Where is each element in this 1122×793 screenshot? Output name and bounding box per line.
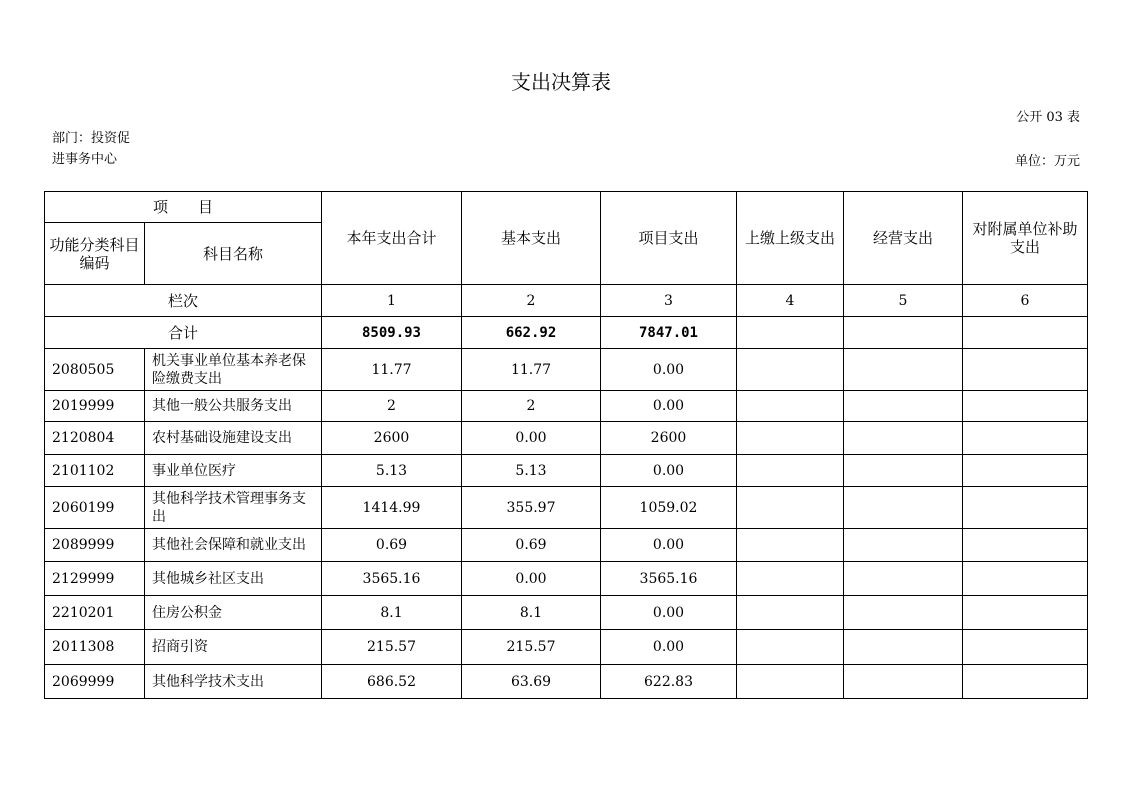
project-expense-value: 1059.02	[601, 487, 737, 529]
empty-cell	[844, 529, 963, 562]
total-expense-value: 0.69	[322, 529, 462, 562]
empty-cell	[963, 630, 1088, 665]
empty-cell	[737, 455, 844, 487]
empty-cell	[737, 422, 844, 455]
total-expense-value: 5.13	[322, 455, 462, 487]
empty-cell	[963, 422, 1088, 455]
basic-expense-value: 2	[462, 391, 601, 422]
subject-name: 机关事业单位基本养老保险缴费支出	[145, 349, 322, 391]
empty-cell	[844, 422, 963, 455]
subject-code: 2101102	[45, 455, 145, 487]
empty-cell	[963, 349, 1088, 391]
total-value-1: 8509.93	[322, 317, 462, 349]
total-expense-value: 3565.16	[322, 562, 462, 596]
total-empty-cell	[844, 317, 963, 349]
basic-expense-value: 5.13	[462, 455, 601, 487]
subject-name: 其他科学技术管理事务支出	[145, 487, 322, 529]
header-total-expense: 本年支出合计	[322, 192, 462, 285]
form-number: 公开 03 表	[1016, 110, 1080, 125]
basic-expense-value: 0.69	[462, 529, 601, 562]
subject-code: 2069999	[45, 665, 145, 699]
project-expense-value: 0.00	[601, 391, 737, 422]
header-project-expense: 项目支出	[601, 192, 737, 285]
total-label: 合计	[45, 317, 322, 349]
empty-cell	[737, 349, 844, 391]
basic-expense-value: 11.77	[462, 349, 601, 391]
project-expense-value: 0.00	[601, 349, 737, 391]
empty-cell	[844, 665, 963, 699]
empty-cell	[844, 596, 963, 630]
project-expense-value: 622.83	[601, 665, 737, 699]
empty-cell	[737, 529, 844, 562]
empty-cell	[963, 455, 1088, 487]
table-row	[45, 487, 1088, 529]
subject-code: 2089999	[45, 529, 145, 562]
empty-cell	[844, 630, 963, 665]
subject-name: 其他城乡社区支出	[145, 562, 322, 596]
empty-cell	[737, 487, 844, 529]
header-upper-remit: 上缴上级支出	[737, 192, 844, 285]
empty-cell	[737, 665, 844, 699]
subject-code: 2019999	[45, 391, 145, 422]
empty-cell	[963, 596, 1088, 630]
empty-cell	[844, 391, 963, 422]
total-value-3: 7847.01	[601, 317, 737, 349]
subject-name: 其他科学技术支出	[145, 665, 322, 699]
project-expense-value: 0.00	[601, 596, 737, 630]
subject-name: 招商引资	[145, 630, 322, 665]
total-expense-value: 1414.99	[322, 487, 462, 529]
project-expense-value: 2600	[601, 422, 737, 455]
basic-expense-value: 0.00	[462, 562, 601, 596]
basic-expense-value: 215.57	[462, 630, 601, 665]
empty-cell	[844, 562, 963, 596]
total-expense-value: 2600	[322, 422, 462, 455]
subject-code: 2060199	[45, 487, 145, 529]
subject-name: 其他社会保障和就业支出	[145, 529, 322, 562]
column-index-2: 2	[462, 285, 601, 317]
table-row	[45, 349, 1088, 391]
table-row	[45, 596, 1088, 630]
subject-code: 2080505	[45, 349, 145, 391]
total-expense-value: 215.57	[322, 630, 462, 665]
table-row	[45, 665, 1088, 699]
empty-cell	[844, 349, 963, 391]
project-expense-value: 0.00	[601, 455, 737, 487]
total-value-2: 662.92	[462, 317, 601, 349]
empty-cell	[737, 391, 844, 422]
column-index-5: 5	[844, 285, 963, 317]
empty-cell	[844, 487, 963, 529]
basic-expense-value: 8.1	[462, 596, 601, 630]
subject-code: 2120804	[45, 422, 145, 455]
subject-name: 其他一般公共服务支出	[145, 391, 322, 422]
empty-cell	[737, 562, 844, 596]
empty-cell	[737, 596, 844, 630]
table-row	[45, 529, 1088, 562]
column-index-label: 栏次	[45, 285, 322, 317]
header-subsidiary-subsidy: 对附属单位补助支出	[963, 192, 1088, 285]
subject-name: 事业单位医疗	[145, 455, 322, 487]
empty-cell	[963, 665, 1088, 699]
total-expense-value: 8.1	[322, 596, 462, 630]
unit-label: 单位：万元	[1014, 154, 1080, 169]
basic-expense-value: 355.97	[462, 487, 601, 529]
subject-name: 住房公积金	[145, 596, 322, 630]
table-row	[45, 455, 1088, 487]
column-index-3: 3	[601, 285, 737, 317]
column-index-6: 6	[963, 285, 1088, 317]
empty-cell	[963, 391, 1088, 422]
table-row	[45, 630, 1088, 665]
total-empty-cell	[737, 317, 844, 349]
header-function-code: 功能分类科目编码	[45, 223, 145, 285]
header-basic-expense: 基本支出	[462, 192, 601, 285]
empty-cell	[737, 630, 844, 665]
expenditure-table	[44, 191, 1088, 699]
page-title: 支出决算表	[511, 70, 611, 94]
header-project: 项 目	[45, 192, 322, 223]
column-index-4: 4	[737, 285, 844, 317]
project-expense-value: 0.00	[601, 529, 737, 562]
empty-cell	[844, 455, 963, 487]
empty-cell	[963, 562, 1088, 596]
header-operating-expense: 经营支出	[844, 192, 963, 285]
total-expense-value: 686.52	[322, 665, 462, 699]
empty-cell	[963, 487, 1088, 529]
total-empty-cell	[963, 317, 1088, 349]
column-index-1: 1	[322, 285, 462, 317]
subject-code: 2011308	[45, 630, 145, 665]
table-row	[45, 391, 1088, 422]
total-expense-value: 11.77	[322, 349, 462, 391]
subject-name: 农村基础设施建设支出	[145, 422, 322, 455]
subject-code: 2129999	[45, 562, 145, 596]
table-row	[45, 422, 1088, 455]
empty-cell	[963, 529, 1088, 562]
project-expense-value: 3565.16	[601, 562, 737, 596]
table-row	[45, 562, 1088, 596]
subject-code: 2210201	[45, 596, 145, 630]
total-expense-value: 2	[322, 391, 462, 422]
project-expense-value: 0.00	[601, 630, 737, 665]
department-label: 部门：投资促进事务中心	[52, 131, 131, 167]
basic-expense-value: 0.00	[462, 422, 601, 455]
basic-expense-value: 63.69	[462, 665, 601, 699]
header-subject-name: 科目名称	[145, 223, 322, 285]
